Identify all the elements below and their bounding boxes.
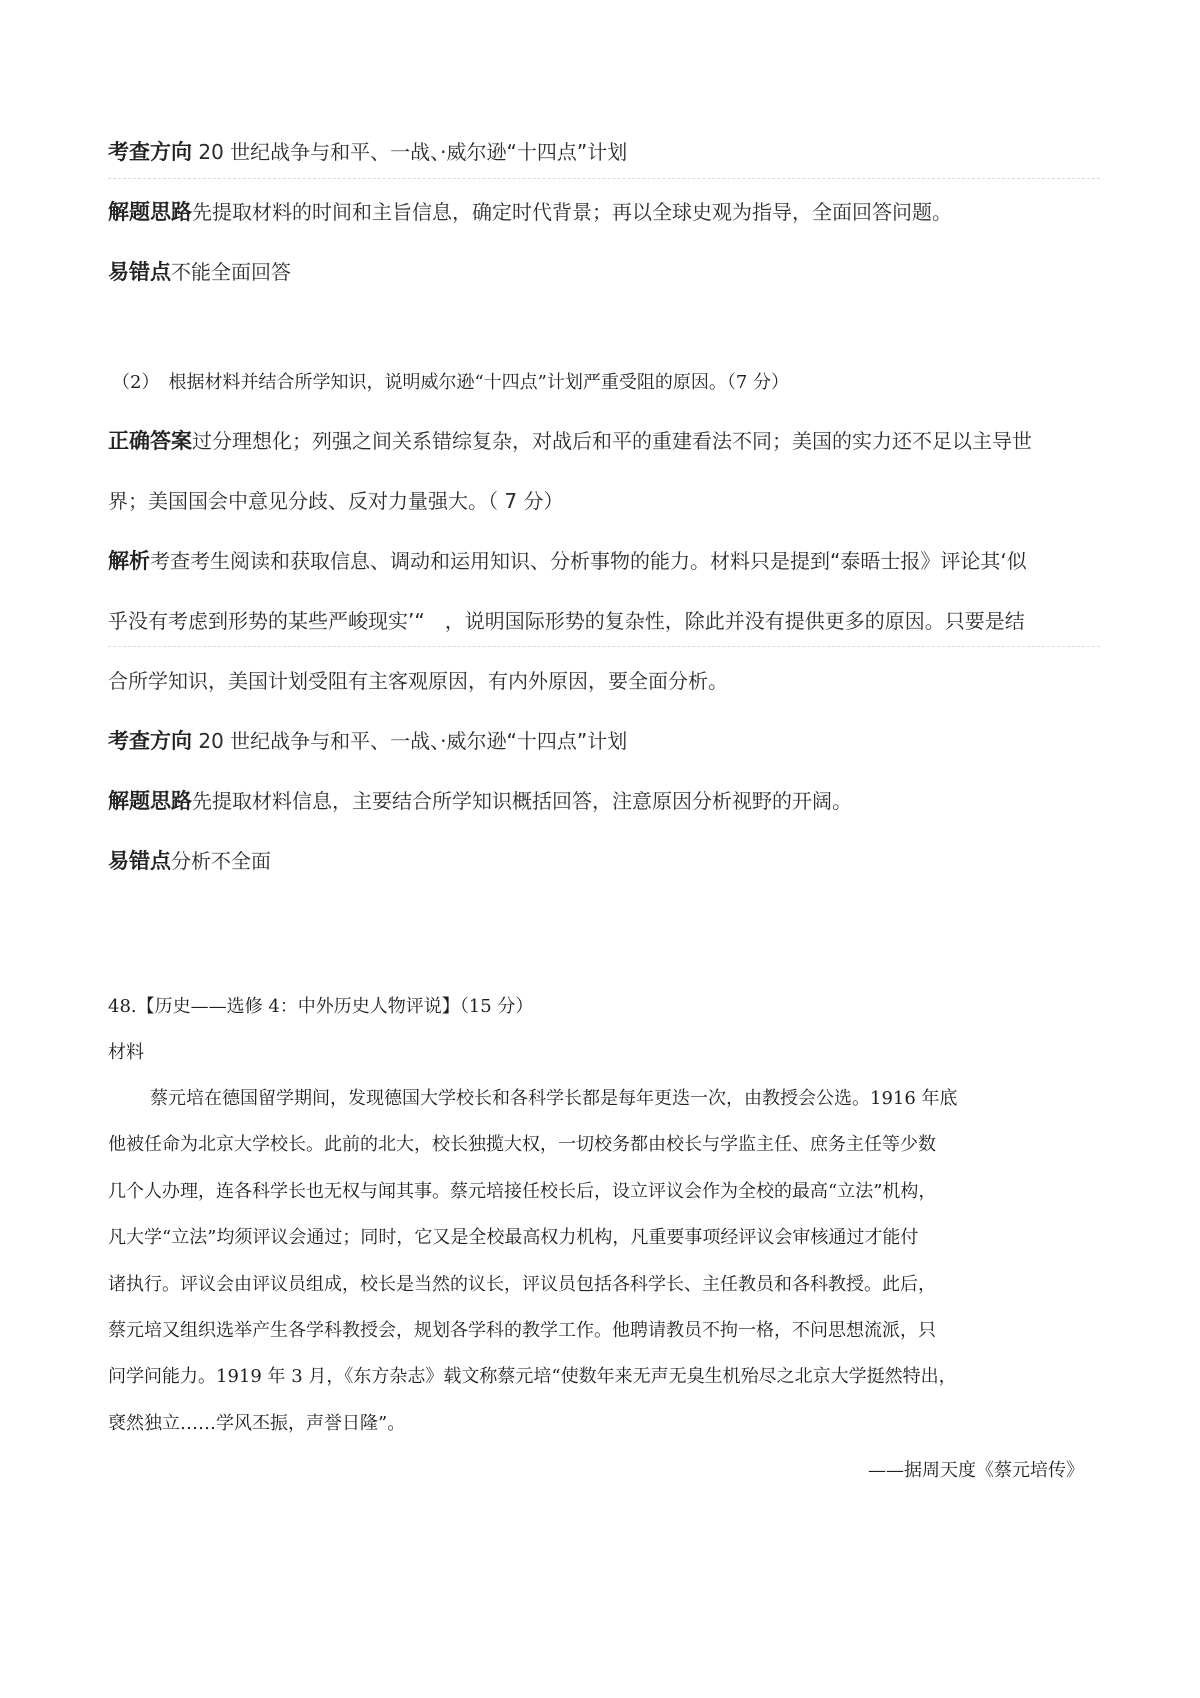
analysis-label: 解析 [108,549,150,573]
pitfall-label: 易错点 [108,260,171,284]
divider [108,646,1100,647]
answer-label: 正确答案 [108,429,192,453]
approach-text: 先提取材料的时间和主旨信息，确定时代背景；再以全球史观为指导，全面回答问题。 [192,200,952,224]
pitfall-label: 易错点 [108,849,171,873]
question-2: （2） 根据材料并结合所学知识，说明威尔逊“十四点”计划严重受阻的原因。（7 分） [112,372,790,393]
answer-text-line-1: 过分理想化；列强之间关系错综复杂，对战后和平的重建看法不同；美国的实力还不足以主导世 [192,429,1032,453]
answer-text-line-2: 界；美国国会中意见分歧、反对力量强大。（ 7 分） [108,489,564,513]
answer-row [108,425,1100,455]
approach-text: 先提取材料信息，主要结合所学知识概括回答，注意原因分析视野的开阔。 [192,789,852,813]
material-line: 凡大学“立法”均须评议会通过；同时，它又是全校最高权力机构，凡重要事项经评议会审核通过才能付 [108,1227,919,1248]
divider [108,178,1100,179]
material-line: 褎然独立……学风丕振，声誉日隆”。 [108,1413,406,1434]
direction-text: 20 世纪战争与和平、一战、·威尔逊“十四点”计划 [198,729,628,753]
direction-label: 考查方向 [108,729,192,753]
direction-text: 20 世纪战争与和平、一战、·威尔逊“十四点”计划 [198,140,628,164]
analysis-text-line-2: 乎没有考虑到形势的某些严峻现实’“ ，说明国际形势的复杂性，除此并没有提供更多的原因。只要是结 [108,609,1025,633]
approach-label: 解题思路 [108,200,192,224]
approach-row [108,785,1100,815]
analysis-text-line-3: 合所学知识，美国计划受阻有主客观原因，有内外原因，要全面分析。 [108,669,728,693]
material-line: 他被任命为北京大学校长。此前的北大，校长独揽大权，一切校务都由校长与学监主任、庶务主任等少数 [108,1134,936,1155]
pitfall-row [108,256,1100,286]
direction-row [108,136,1100,166]
material-label: 材料 [108,1042,144,1063]
material-line: 诸执行。评议会由评议员组成，校长是当然的议长，评议员包括各科学长、主任教员和各科教授。此后， [108,1274,936,1295]
question-48-title: 48.【历史——选修 4：中外历史人物评说】（15 分） [108,996,534,1017]
approach-label: 解题思路 [108,789,192,813]
direction-row [108,725,1100,755]
material-line: 蔡元培又组织选举产生各学科教授会，规划各学科的教学工作。他聘请教员不拘一格，不问思想流派，只 [108,1320,936,1341]
direction-label: 考查方向 [108,140,192,164]
pitfall-text: 不能全面回答 [171,260,291,284]
pitfall-row [108,845,1100,875]
analysis-row [108,545,1100,575]
source-citation: ——据周天度《蔡元培传》 [868,1460,1084,1481]
approach-row [108,196,1100,226]
material-line: 问学问能力。1919 年 3 月，《东方杂志》载文称蔡元培“使数年来无声无臭生机殆尽之北京大学挺然特出， [108,1366,957,1387]
material-line: 几个人办理，连各科学长也无权与闻其事。蔡元培接任校长后，设立评议会作为全校的最高“立法”机构， [108,1181,937,1202]
analysis-text-line-1: 考查考生阅读和获取信息、调动和运用知识、分析事物的能力。材料只是提到“泰晤士报》评论其‘似 [150,549,1027,573]
material-line: 蔡元培在德国留学期间，发现德国大学校长和各科学长都是每年更迭一次，由教授会公选。1916 年底 [150,1088,958,1109]
pitfall-text: 分析不全面 [171,849,271,873]
